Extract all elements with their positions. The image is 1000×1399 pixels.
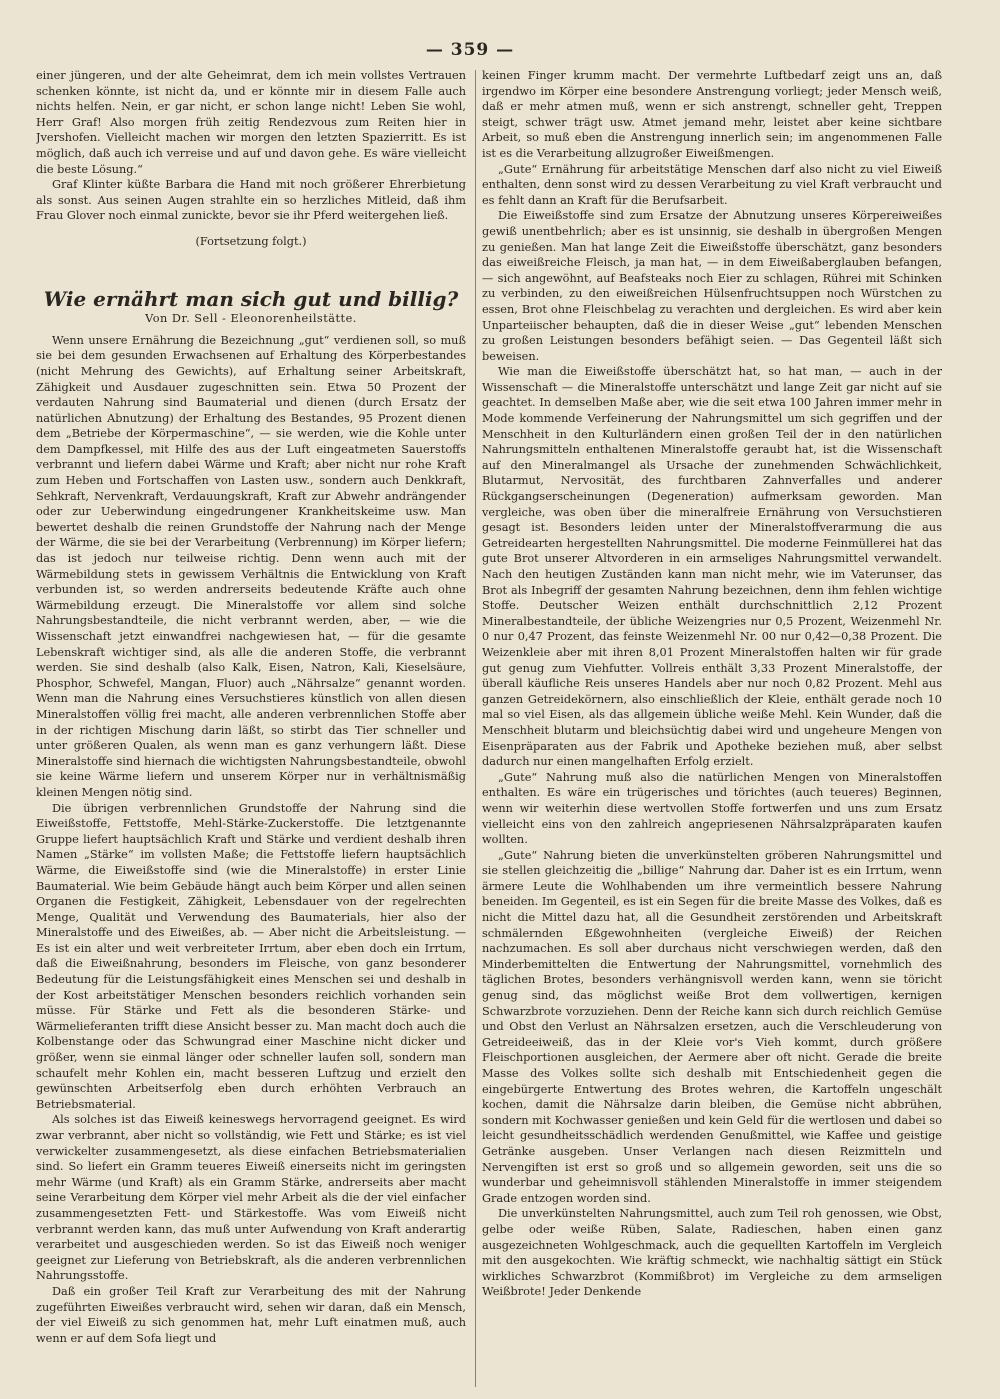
left-column xyxy=(36,68,466,1387)
article-paragraph: Daß ein großer Teil Kraft zur Verarbeitung des mit der Nahrung zugeführten Eiweißes verbraucht wird, sehen wir daran, daß ein Mensch, der viel Eiweiß zu sich genommen hat, mehr Luft einatmen muß, auch wenn er auf dem Sofa liegt und xyxy=(36,1284,466,1345)
article-paragraph: „Gute“ Nahrung bieten die unverkünstelten gröberen Nahrungsmittel und sie stellen gleichzeitig die „billige“ Nahrung dar. Daher ist es ein Irrtum, wenn ärmere Leute die Wohlhabenden um ihre vermeintlich bessere Nahrung beneiden. Im Gegenteil, es ist ein Segen für die breite Masse des Volkes, daß es nicht die Mittel dazu hat, all die Gesundheit zerstörenden und Arbeitskraft schmälernden Eßgewohnheiten (vergleiche Eiweiß) der Reichen nachzumachen. Es soll aber durchaus nicht verschwiegen werden, daß den Minderbemittelten die Entwertung der Nahrungsmittel, vornehmlich des täglichen Brotes, besonders verhängnisvoll werden kann, wenn sie töricht genug sind, das möglichst weiße Brot dem vollwertigen, kernigen Schwarzbrote vorzuziehen. Denn der Reiche kann sich durch reichlich Gemüse und Obst den Verlust an Nährsalzen ersetzen, auch die Verschleuderung von Getreideeiweiß, das in der Kleie vor's Vieh kommt, durch größere Fleischportionen ausgleichen, der Aermere aber oft nicht. Gerade die breite Masse des Volkes sollte sich deshalb mit Entschiedenheit gegen die eingebürgerte Entwertung des Brotes wehren, die Kartoffeln ungeschält kochen, damit die Nährsalze darin bleiben, die Gemüse nicht abbrühen, sondern mit Kochwasser genießen und kein Geld für die wertlosen und dabei so leicht gesundheitsschädlich werdenden Genußmittel, wie Kaffee und geistige Getränke ausgeben. Unser Verlangen nach diesen Reizmitteln und Nervengiften ist erst so groß und so allgemein geworden, seit uns die so wunderbar und geheimnisvoll stählenden Mineralstoffe in immer steigendem Grade entzogen worden sind. xyxy=(482,848,942,1205)
article-paragraph: Die Eiweißstoffe sind zum Ersatze der Abnutzung unseres Körpereiweißes gewiß unentbehrlich; aber es ist unsinnig, sie deshalb in übergroßen Mengen zu genießen. Man hat lange Zeit die Eiweißstoffe überschätzt, ganz besonders das eiweißreiche Fleisch, ja man hat, — in dem Eiweißaberglauben befangen, — sich angewöhnt, auf Beafsteaks noch Eier zu schlagen, Rührei mit Schinken zu verbinden, zu den eiweißreichen Hülsenfruchtsuppen noch Würstchen zu essen, Brot ohne Fleischbelag zu verachten und dergleichen. Es wird aber kein Unparteiischer behaupten, daß die in dieser Weise „gut“ lebenden Menschen zu großen Leistungen besonders befähigt seien. — Das Gegenteil läßt sich beweisen. xyxy=(482,209,942,363)
article-title: Wie ernährt man sich gut und billig? xyxy=(43,286,459,311)
article-paragraph: „Gute“ Nahrung muß also die natürlichen Mengen von Mineralstoffen enthalten. Es wäre ein trügerisches und törichtes (auch teueres) Beginnen, wenn wir weiterhin diese wertvollen Stoffe fortwerfen und uns zum Ersatz vielleicht eins von den zahlreich angepriesenen Nährsalzpräparaten kaufen wollten. xyxy=(482,770,942,847)
article-paragraph: „Gute“ Ernährung für arbeitstätige Menschen darf also nicht zu viel Eiweiß enthalten, denn sonst wird zu dessen Verarbeitung zu viel Kraft verbraucht und es fehlt dann an Kraft für die Berufsarbeit. xyxy=(482,162,942,207)
story-paragraph: Graf Klinter küßte Barbara die Hand mit noch größerer Ehrerbietung als sonst. Aus seinen Augen strahlte ein so herzliches Mitleid, daß ihm Frau Glover noch einmal zunickte, bevor sie ihr Pferd weitergehen ließ. xyxy=(36,178,466,223)
article-paragraph: Als solches ist das Eiweiß keineswegs hervorragend geeignet. Es wird zwar verbrannt, aber nicht so vollständig, wie Fett und Stärke; es ist viel verwickelter zusammengesetzt, als diese einfachen Betriebsmaterialien sind. So liefert ein Gramm teueres Eiweiß einerseits nicht im geringsten mehr Wärme (und Kraft) als ein Gramm Stärke, andrerseits aber macht seine Verarbeitung dem Körper viel mehr Arbeit als die der viel einfacher zusammengesetzten Fett- und Stärkestoffe. Was vom Eiweiß nicht verbrannt werden kann, das muß unter Aufwendung von Kraft anderartig verarbeitet und ausgeschieden werden. So ist das Eiweiß noch weniger geeignet zur Lieferung von Betriebskraft, als die anderen verbrennlichen Nahrungsstoffe. xyxy=(36,1113,466,1283)
article-paragraph: Die unverkünstelten Nahrungsmittel, auch zum Teil roh genossen, wie Obst, gelbe oder weiße Rüben, Salate, Radieschen, haben einen ganz ausgezeichneten Wohlgeschmack, auch die gequellten Kartoffeln im Vergleich mit den ausgekochten. Wie kräftig schmeckt, wie nachhaltig sättigt ein Stück wirkliches Schwarzbrot (Kommißbrot) im Vergleiche zu dem armseligen Weißbrote! Jeder Denkende xyxy=(482,1207,942,1299)
right-column xyxy=(482,68,942,1387)
column-divider xyxy=(475,70,476,1387)
article-paragraph: Die übrigen verbrennlichen Grundstoffe der Nahrung sind die Eiweißstoffe, Fettstoffe, Mehl-Stärke-Zuckerstoffe. Die letztgenannte Gruppe liefert hauptsächlich Kraft und Stärke und verdient deshalb ihren Namen „Stärke“ im vollsten Maße; die Fettstoffe liefern hauptsächlich Wärme, die Eiweißstoffe sind (wie die Mineralstoffe) in erster Linie Baumaterial. Wie beim Gebäude hängt auch beim Körper und allen seinen Organen die Festigkeit, Zähigkeit, Lebensdauer von der regelrechten Menge, Qualität und Verwendung des Baumaterials, hier also der Mineralstoffe und des Eiweißes, ab. — Aber nicht die Arbeitsleistung. — Es ist ein alter und weit verbreiteter Irrtum, aber eben doch ein Irrtum, daß die Eiweißnahrung, besonders im Fleische, von ganz besonderer Bedeutung für die Leistungsfähigkeit eines Menschen sei und deshalb in der Kost arbeitstätiger Menschen besonders reichlich vorhanden sein müsse. Für Stärke und Fett als die besonderen Stärke- und Wärmelieferanten trifft diese Ansicht besser zu. Man macht doch auch die Kolbenstange oder das Schwungrad einer Maschine nicht dicker und größer, wenn sie einmal länger oder schneller laufen soll, sondern man schaufelt mehr Kohlen ein, macht besseren Luftzug und erzielt den gewünschten Arbeitserfolg eben durch erhöhten Verbrauch an Betriebsmaterial. xyxy=(36,801,466,1111)
article-paragraph: keinen Finger krumm macht. Der vermehrte Luftbedarf zeigt uns an, daß irgendwo im Körper eine besondere Anstrengung vorliegt; jeder Mensch weiß, daß er mehr atmen muß, wenn er sich anstrengt, schneller geht, Treppen steigt, schwer trägt usw. Atmet jemand mehr, leistet aber keine sichtbare Arbeit, so muß eben die Anstrengung innerlich sein; im angenommenen Falle ist es die Verarbeitung allzugroßer Eiweißmengen. xyxy=(482,69,942,160)
continued-note: (Fortsetzung folgt.) xyxy=(195,234,307,248)
article-paragraph: Wenn unsere Ernährung die Bezeichnung „gut“ verdienen soll, so muß sie bei dem gesunden Erwachsenen auf Erhaltung des Körperbestandes (nicht Mehrung des Gewichts), auf Erhaltung seiner Arbeitskraft, Zähigkeit und Ausdauer zugeschnitten sein. Etwa 50 Prozent der verdauten Nahrung sind Baumaterial und dienen (durch Ersatz der natürlichen Abnutzung) der Erhaltung des Bestandes, 95 Prozent dienen dem „Betriebe der Körpermaschine“, — sie werden, wie die Kohle unter dem Dampfkessel, mit Hilfe des aus der Luft eingeatmeten Sauerstoffs verbrannt und liefern dabei Wärme und Kraft; aber nicht nur rohe Kraft zum Heben und Fortschaffen von Lasten usw., sondern auch Denkkraft, Sehkraft, Nervenkraft, Verdauungskraft, Kraft zur Abwehr andrängender oder zur Ueberwindung eingedrungener Krankheitskeime usw. Man bewertet deshalb die reinen Grundstoffe der Nahrung nach der Menge der Wärme, die sie bei der Verarbeitung (Verbrennung) im Körper liefern; das ist jedoch nur teilweise richtig. Denn wenn auch mit der Wärmebildung stets in gewissem Verhältnis die Entwicklung von Kraft verbunden ist, so werden andrerseits bedeutende Kräfte auch ohne Wärmebildung erzeugt. Die Mineralstoffe vor allem sind solche Nahrungsbestandteile, die nicht verbrannt werden, aber, — wie die Wissenschaft jetzt einwandfrei nachgewiesen hat, — für die gesamte Lebenskraft wichtiger sind, als alle die anderen Stoffe, die verbrannt werden. Sie sind deshalb (also Kalk, Eisen, Natron, Kali, Kieselsäure, Phosphor, Schwefel, Mangan, Fluor) auch „Nährsalze“ genannt worden. Wenn man die Nahrung eines Versuchstieres künstlich von allen diesen Mineralstoffen völlig frei macht, alle anderen verbrennlichen Stoffe aber in der richtigen Mischung darin läßt, so stirbt das Tier schneller und unter größeren Qualen, als wenn man es ganz verhungern läßt. Diese Mineralstoffe sind hiernach die wichtigsten Nahrungsbestandteile, obwohl sie keine Wärme liefern und unserem Körper nur in verhältnismäßig kleinen Mengen nötig sind. xyxy=(36,333,466,799)
page-number: — 359 — xyxy=(425,40,515,60)
article-paragraph: Wie man die Eiweißstoffe überschätzt hat, so hat man, — auch in der Wissenschaft — die Mineralstoffe unterschätzt und lange Zeit gar nicht auf sie geachtet. In demselben Maße aber, wie die seit etwa 100 Jahren immer mehr in Mode kommende Verfeinerung der Nahrungsmittel um sich gegriffen und der Menschheit in den Kulturländern einen großen Teil der in den natürlichen Nahrungsmitteln enthaltenen Mineralstoffe geraubt hat, ist die Wissenschaft auf den Mineralmangel als Ursache der zunehmenden Schwächlichkeit, Blutarmut, Nervosität, des furchtbaren Zahnverfalles und anderer Rückgangserscheinungen (Degeneration) aufmerksam geworden. Man vergleiche, was oben über die mineralfreie Ernährung von Versuchstieren gesagt ist. Besonders leiden unter der Mineralstoffverarmung die aus Getreidearten hergestellten Nahrungsmittel. Die moderne Feinmüllerei hat das gute Brot unserer Altvorderen in ein armseliges Nahrungsmittel verwandelt. Nach den heutigen Zuständen kann man nicht mehr, wie im Vaterunser, das Brot als Inbegriff der gesamten Nahrung bezeichnen, denn ihm fehlen wichtige Stoffe. Deutscher Weizen enthält durchschnittlich 2,12 Prozent Mineralbestandteile, der übliche Weizengries nur 0,5 Prozent, Weizenmehl Nr. 0 nur 0,47 Prozent, das feinste Weizenmehl Nr. 00 nur 0,42—0,38 Prozent. Die Weizenkleie aber mit ihren 8,01 Prozent Mineralstoffen halten wir für grade gut genug zum Viehfutter. Vollreis enthält 3,33 Prozent Mineralstoffe, der überall käufliche Reis unseres Handels aber nur noch 0,82 Prozent. Mehl aus ganzen Getreidekörnern, also einschließlich der Kleie, enthält gerade noch 10 mal so viel Eisen, als das allgemein übliche weiße Mehl. Kein Wunder, daß die Menschheit blutarm und bleichsüchtig dabei wird und ungeheure Mengen von Eisenpräparaten aus der Fabrik und Apotheke beziehen muß, aber selbst dadurch nur einen mangelhaften Erfolg erzielt. xyxy=(482,365,942,769)
story-paragraph: einer jüngeren, und der alte Geheimrat, dem ich mein vollstes Vertrauen schenken könnte, ist nicht da, und er könnte mir in diesem Falle auch nichts helfen. Nein, er gar nicht, er schon lange nicht! Leben Sie wohl, Herr Graf! Also morgen früh zeitig Rendezvous zum Reiten hier in Jvershofen. Vielleicht machen wir morgen den letzten Spazierritt. Es ist möglich, daß auch ich verreise und auf und davon gehe. Es wäre vielleicht die beste Lösung.“ xyxy=(36,69,466,176)
article-byline: Von Dr. Sell - Eleonorenheilstätte. xyxy=(145,312,357,326)
